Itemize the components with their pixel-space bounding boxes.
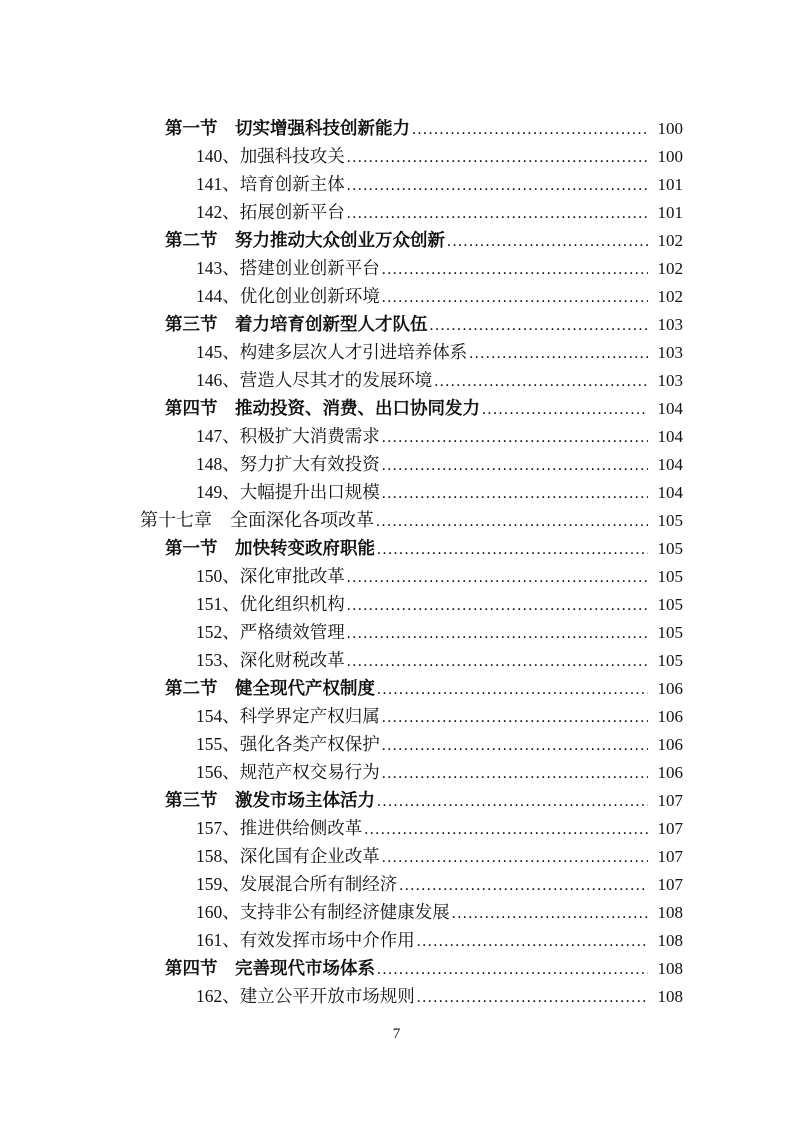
dot-leader	[382, 758, 648, 788]
dot-leader	[382, 282, 648, 312]
toc-entry-item	[140, 702, 683, 730]
toc-entry-page: 108	[657, 959, 683, 978]
toc-entry-page: 100	[657, 119, 683, 138]
dot-leader	[382, 254, 648, 284]
dot-leader	[482, 394, 648, 424]
toc-entry-item	[140, 926, 683, 954]
toc-entry-text: 第二节 健全现代产权制度	[165, 678, 375, 698]
toc-entry-page: 107	[657, 847, 683, 866]
toc-entry-page: 104	[657, 399, 683, 418]
toc-entry-text: 155、强化各类产权保护	[196, 734, 380, 754]
toc-entry-text: 146、营造人尽其才的发展环境	[196, 370, 433, 390]
toc-entry-item	[140, 450, 683, 478]
toc-entry-page: 105	[657, 539, 683, 558]
toc-entry-text: 140、加强科技攻关	[196, 146, 345, 166]
toc-entry-page: 104	[657, 427, 683, 446]
dot-leader	[364, 814, 648, 844]
toc-entry-text: 162、建立公平开放市场规则	[196, 986, 415, 1006]
toc-entry-page: 105	[657, 567, 683, 586]
toc-entry-page: 108	[657, 987, 683, 1006]
toc-entry-text: 157、推进供给侧改革	[196, 818, 363, 838]
toc-entry-item	[140, 170, 683, 198]
dot-leader	[377, 786, 648, 816]
toc-entry-text: 153、深化财税改革	[196, 650, 345, 670]
toc-entry-text: 144、优化创业创新环境	[196, 286, 380, 306]
toc-entry-page: 101	[657, 203, 683, 222]
toc-entry-text: 149、大幅提升出口规模	[196, 482, 380, 502]
toc-entry-text: 第四节 推动投资、消费、出口协同发力	[165, 398, 480, 418]
toc-entry-page: 106	[657, 763, 683, 782]
toc-entry-page: 103	[657, 343, 683, 362]
toc-entry-page: 106	[657, 735, 683, 754]
toc-entry-section	[140, 954, 683, 982]
toc-entry-item	[140, 198, 683, 226]
dot-leader	[347, 142, 648, 172]
toc-entry-text: 154、科学界定产权归属	[196, 706, 380, 726]
toc-entry-page: 107	[657, 819, 683, 838]
toc-entry-page: 104	[657, 455, 683, 474]
toc-entry-text: 160、支持非公有制经济健康发展	[196, 902, 450, 922]
toc-entry-page: 107	[657, 875, 683, 894]
toc-entry-text: 第三节 激发市场主体活力	[165, 790, 375, 810]
toc-entry-page: 106	[657, 679, 683, 698]
toc-entry-section	[140, 534, 683, 562]
toc-entry-text: 第一节 加快转变政府职能	[165, 538, 375, 558]
toc-entry-text: 第四节 完善现代市场体系	[165, 958, 375, 978]
toc-entry-page: 108	[657, 903, 683, 922]
toc-entry-text: 145、构建多层次人才引进培养体系	[196, 342, 468, 362]
toc-entry-text: 第二节 努力推动大众创业万众创新	[165, 230, 445, 250]
dot-leader	[347, 170, 648, 200]
toc-entry-page: 102	[657, 287, 683, 306]
toc-entry-item	[140, 870, 683, 898]
table-of-contents	[140, 114, 683, 1010]
dot-leader	[377, 534, 648, 564]
toc-entry-page: 103	[657, 371, 683, 390]
dot-leader	[376, 506, 648, 536]
dot-leader	[469, 338, 648, 368]
toc-entry-item	[140, 254, 683, 282]
footer-page-number: 7	[392, 1026, 401, 1042]
dot-leader	[382, 702, 648, 732]
dot-leader	[377, 674, 648, 704]
toc-entry-item	[140, 814, 683, 842]
toc-entry-item	[140, 478, 683, 506]
dot-leader	[447, 226, 648, 256]
toc-entry-text: 第三节 着力培育创新型人才队伍	[165, 314, 428, 334]
toc-entry-chapter	[140, 506, 683, 534]
toc-entry-text: 148、努力扩大有效投资	[196, 454, 380, 474]
toc-entry-page: 102	[657, 231, 683, 250]
toc-entry-text: 141、培育创新主体	[196, 174, 345, 194]
toc-entry-text: 第一节 切实增强科技创新能力	[165, 118, 410, 138]
toc-entry-item	[140, 898, 683, 926]
dot-leader	[347, 198, 648, 228]
toc-entry-section	[140, 674, 683, 702]
toc-entry-item	[140, 562, 683, 590]
dot-leader	[399, 870, 648, 900]
toc-entry-text: 150、深化审批改革	[196, 566, 345, 586]
dot-leader	[452, 898, 648, 928]
toc-entry-page: 106	[657, 707, 683, 726]
toc-entry-item	[140, 282, 683, 310]
toc-entry-text: 第十七章 全面深化各项改革	[140, 510, 374, 530]
dot-leader	[347, 590, 648, 620]
toc-entry-section	[140, 394, 683, 422]
page-footer	[0, 1026, 793, 1043]
toc-entry-item	[140, 366, 683, 394]
toc-entry-item	[140, 842, 683, 870]
toc-entry-section	[140, 114, 683, 142]
dot-leader	[417, 982, 648, 1012]
toc-entry-text: 152、严格绩效管理	[196, 622, 345, 642]
dot-leader	[382, 842, 648, 872]
dot-leader	[417, 926, 648, 956]
toc-entry-page: 101	[657, 175, 683, 194]
toc-entry-text: 159、发展混合所有制经济	[196, 874, 398, 894]
toc-entry-item	[140, 422, 683, 450]
toc-entry-page: 104	[657, 483, 683, 502]
toc-entry-item	[140, 142, 683, 170]
toc-entry-item	[140, 730, 683, 758]
toc-entry-item	[140, 338, 683, 366]
toc-entry-item	[140, 590, 683, 618]
toc-entry-item	[140, 618, 683, 646]
dot-leader	[382, 422, 648, 452]
toc-entry-page: 105	[657, 623, 683, 642]
toc-entry-section	[140, 786, 683, 814]
dot-leader	[382, 478, 648, 508]
dot-leader	[377, 954, 648, 984]
toc-entry-section	[140, 226, 683, 254]
dot-leader	[382, 730, 648, 760]
toc-entry-section	[140, 310, 683, 338]
dot-leader	[430, 310, 649, 340]
toc-entry-text: 158、深化国有企业改革	[196, 846, 380, 866]
toc-entry-page: 102	[657, 259, 683, 278]
toc-entry-page: 108	[657, 931, 683, 950]
toc-entry-text: 161、有效发挥市场中介作用	[196, 930, 415, 950]
toc-entry-page: 100	[657, 147, 683, 166]
toc-entry-item	[140, 982, 683, 1010]
toc-entry-text: 147、积极扩大消费需求	[196, 426, 380, 446]
toc-entry-item	[140, 646, 683, 674]
toc-entry-item	[140, 758, 683, 786]
toc-entry-text: 151、优化组织机构	[196, 594, 345, 614]
toc-entry-page: 105	[657, 651, 683, 670]
dot-leader	[412, 114, 648, 144]
dot-leader	[347, 646, 648, 676]
toc-entry-text: 142、拓展创新平台	[196, 202, 345, 222]
toc-entry-page: 105	[657, 595, 683, 614]
dot-leader	[382, 450, 648, 480]
toc-entry-text: 156、规范产权交易行为	[196, 762, 380, 782]
toc-entry-page: 105	[657, 511, 683, 530]
dot-leader	[434, 366, 648, 396]
toc-entry-text: 143、搭建创业创新平台	[196, 258, 380, 278]
toc-entry-page: 107	[657, 791, 683, 810]
dot-leader	[347, 562, 648, 592]
dot-leader	[347, 618, 648, 648]
toc-entry-page: 103	[657, 315, 683, 334]
